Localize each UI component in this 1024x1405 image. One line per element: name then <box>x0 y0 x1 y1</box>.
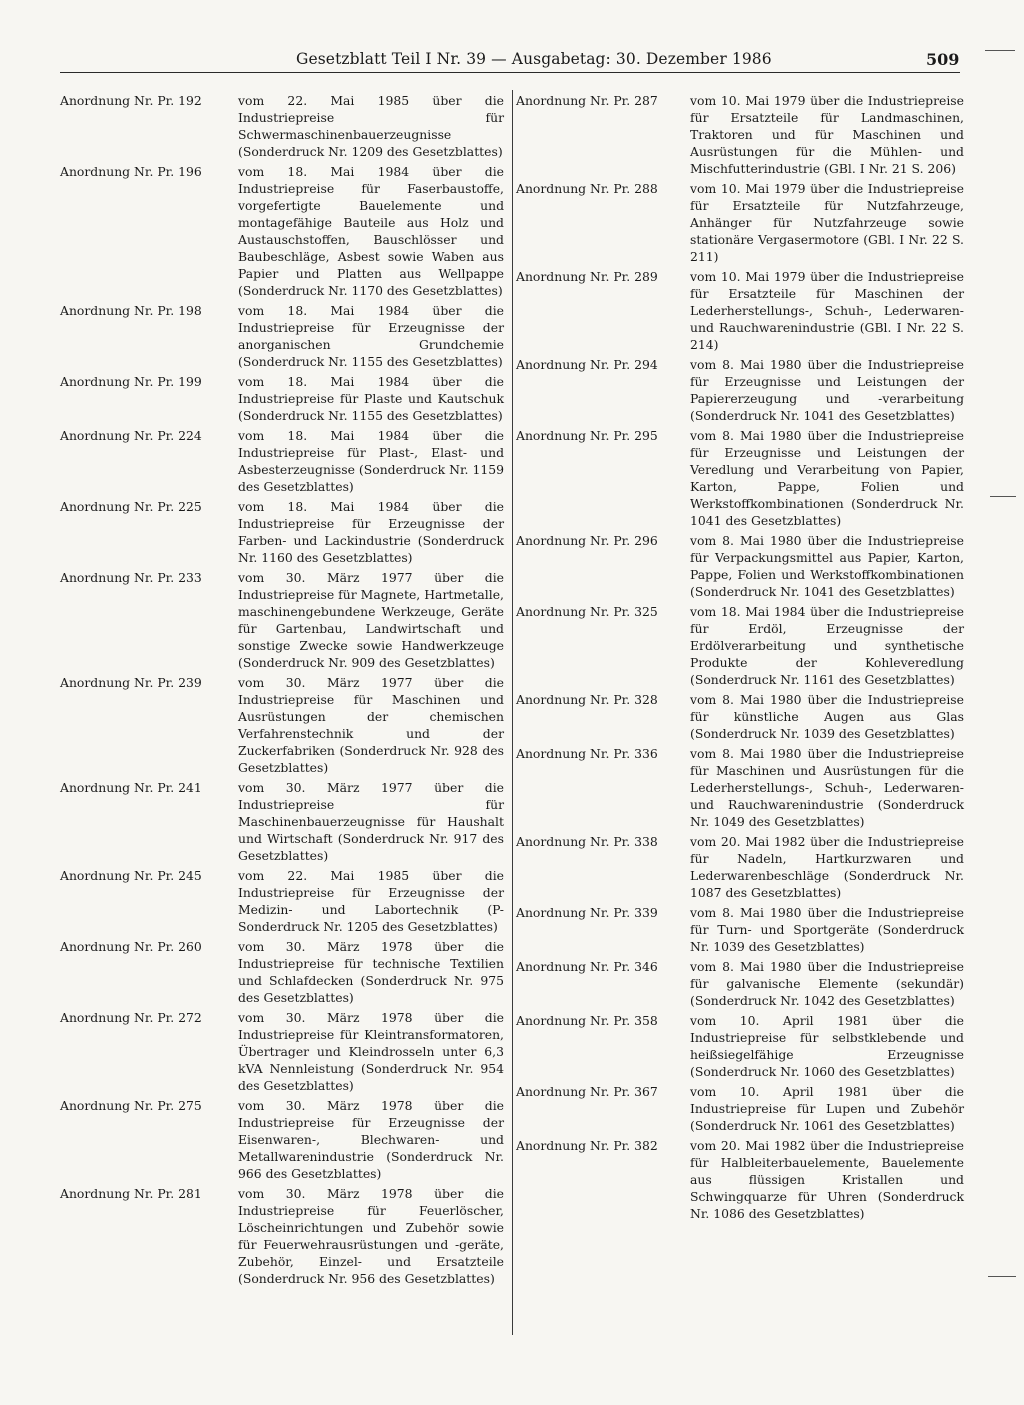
list-item <box>60 1185 504 1287</box>
ordinance-label: Anordnung Nr. Pr. 288 <box>516 181 658 196</box>
list-item <box>516 958 964 1009</box>
ordinance-label: Anordnung Nr. Pr. 287 <box>516 93 658 108</box>
list-item <box>516 427 964 529</box>
margin-mark <box>990 496 1016 497</box>
ordinance-text: vom 30. März 1978 über die Industriepreise für Feuerlöscher, Löscheinrichtungen und Zubehör sowie für Feuerwehrausrüstungen und -geräte, Zubehör, Einzel- und Ersatzteile (Sonderdruck Nr. 956 des Gesetzblattes) <box>238 1186 504 1286</box>
ordinance-label: Anordnung Nr. Pr. 295 <box>516 428 658 443</box>
ordinance-text: vom 10. April 1981 über die Industriepreise für Lupen und Zubehör (Sonderdruck Nr. 1061 des Gesetzblattes) <box>690 1084 964 1133</box>
ordinance-text: vom 18. Mai 1984 über die Industriepreise für Erdöl, Erzeugnisse der Erdölverarbeitung und synthetische Produkte der Kohleveredlung (Sonderdruck Nr. 1161 des Gesetzblattes) <box>690 604 964 687</box>
list-item <box>60 779 504 864</box>
list-item <box>516 1137 964 1222</box>
ordinance-text: vom 18. Mai 1984 über die Industriepreise für Faserbaustoffe, vorgefertigte Bauelemente und montagefähige Bauteile aus Holz und Austauschstoffen, Bauschlösser und Baubeschläge, Asbest sowie Waben aus Papier und Platten aus Wellpappe (Sonderdruck Nr. 1170 des Gesetzblattes) <box>238 164 504 298</box>
margin-mark <box>985 50 1015 51</box>
ordinance-label: Anordnung Nr. Pr. 346 <box>516 959 658 974</box>
ordinance-label: Anordnung Nr. Pr. 281 <box>60 1186 202 1201</box>
ordinance-label: Anordnung Nr. Pr. 339 <box>516 905 658 920</box>
ordinance-label: Anordnung Nr. Pr. 336 <box>516 746 658 761</box>
ordinance-text: vom 8. Mai 1980 über die Industriepreise für künstliche Augen aus Glas (Sonderdruck Nr. 1039 des Gesetzblattes) <box>690 692 964 741</box>
ordinance-text: vom 10. Mai 1979 über die Industriepreise für Ersatzteile für Landmaschinen, Traktoren und für Maschinen und Ausrüstungen für die Mühlen- und Mischfutterindustrie (GBl. I Nr. 21 S. 206) <box>690 93 964 176</box>
ordinance-text: vom 30. März 1977 über die Industriepreise für Maschinen und Ausrüstungen der chemischen Verfahrenstechnik und der Zuckerfabriken (Sonderdruck Nr. 928 des Gesetzblattes) <box>238 675 504 775</box>
ordinance-text: vom 22. Mai 1985 über die Industriepreise für Erzeugnisse der Medizin- und Labortechnik (P-Sonderdruck Nr. 1205 des Gesetzblattes) <box>238 868 504 934</box>
ordinance-label: Anordnung Nr. Pr. 289 <box>516 269 658 284</box>
list-item <box>516 1083 964 1134</box>
ordinance-label: Anordnung Nr. Pr. 382 <box>516 1138 658 1153</box>
list-item <box>516 1012 964 1080</box>
column-divider <box>512 90 513 1335</box>
ordinance-label: Anordnung Nr. Pr. 241 <box>60 780 202 795</box>
ordinance-text: vom 10. Mai 1979 über die Industriepreise für Ersatzteile für Maschinen der Lederherstellungs-, Schuh-, Lederwaren- und Rauchwarenindustrie (GBl. I Nr. 22 S. 214) <box>690 269 964 352</box>
ordinance-text: vom 8. Mai 1980 über die Industriepreise für Erzeugnisse und Leistungen der Veredlung und Verarbeitung von Papier, Karton, Pappe, Folien und Werkstoffkombinationen (Sonderdruck Nr. 1041 des Gesetzblattes) <box>690 428 964 528</box>
ordinance-label: Anordnung Nr. Pr. 358 <box>516 1013 658 1028</box>
list-item <box>60 302 504 370</box>
list-item <box>60 674 504 776</box>
list-item <box>60 569 504 671</box>
ordinance-text: vom 8. Mai 1980 über die Industriepreise für Erzeugnisse und Leistungen der Papiererzeugung und -verarbeitung (Sonderdruck Nr. 1041 des Gesetzblattes) <box>690 357 964 423</box>
ordinance-text: vom 10. Mai 1979 über die Industriepreise für Ersatzteile für Nutzfahrzeuge, Anhänger für Nutzfahrzeuge sowie stationäre Vergasermotore (GBl. I Nr. 22 S. 211) <box>690 181 964 264</box>
list-item <box>516 532 964 600</box>
list-item <box>60 92 504 160</box>
list-item <box>60 938 504 1006</box>
ordinance-text: vom 8. Mai 1980 über die Industriepreise für Verpackungsmittel aus Papier, Karton, Pappe, Folien und Werkstoffkombinationen (Sonderdruck Nr. 1041 des Gesetzblattes) <box>690 533 964 599</box>
list-item <box>516 904 964 955</box>
list-item <box>60 373 504 424</box>
list-item <box>60 1097 504 1182</box>
ordinance-text: vom 8. Mai 1980 über die Industriepreise für Maschinen und Ausrüstungen für die Lederherstellungs-, Schuh-, Lederwaren- und Rauchwarenindustrie (Sonderdruck Nr. 1049 des Gesetzblattes) <box>690 746 964 829</box>
ordinance-label: Anordnung Nr. Pr. 367 <box>516 1084 658 1099</box>
margin-mark <box>988 1276 1016 1277</box>
ordinance-label: Anordnung Nr. Pr. 325 <box>516 604 658 619</box>
ordinance-text: vom 30. März 1978 über die Industriepreise für Kleintransformatoren, Übertrager und Kleindrosseln unter 6,3 kVA Nennleistung (Sonderdruck Nr. 954 des Gesetzblattes) <box>238 1010 504 1093</box>
ordinance-label: Anordnung Nr. Pr. 225 <box>60 499 202 514</box>
ordinance-label: Anordnung Nr. Pr. 198 <box>60 303 202 318</box>
ordinance-label: Anordnung Nr. Pr. 245 <box>60 868 202 883</box>
ordinance-label: Anordnung Nr. Pr. 196 <box>60 164 202 179</box>
ordinance-label: Anordnung Nr. Pr. 192 <box>60 93 202 108</box>
ordinance-label: Anordnung Nr. Pr. 294 <box>516 357 658 372</box>
header-rule <box>60 72 960 73</box>
list-item <box>516 356 964 424</box>
list-item <box>60 163 504 299</box>
list-item <box>60 867 504 935</box>
list-item <box>516 833 964 901</box>
list-item <box>516 603 964 688</box>
ordinance-text: vom 30. März 1978 über die Industriepreise für technische Textilien und Schlafdecken (Sonderdruck Nr. 975 des Gesetzblattes) <box>238 939 504 1005</box>
ordinance-text: vom 10. April 1981 über die Industriepreise für selbstklebende und heißsiegelfähige Erzeugnisse (Sonderdruck Nr. 1060 des Gesetzblattes) <box>690 1013 964 1079</box>
ordinance-label: Anordnung Nr. Pr. 224 <box>60 428 202 443</box>
ordinance-text: vom 18. Mai 1984 über die Industriepreise für Plaste und Kautschuk (Sonderdruck Nr. 1155 des Gesetzblattes) <box>238 374 504 423</box>
ordinance-text: vom 22. Mai 1985 über die Industriepreise für Schwermaschinenbauerzeugnisse (Sonderdruck Nr. 1209 des Gesetzblattes) <box>238 93 504 159</box>
ordinance-text: vom 30. März 1977 über die Industriepreise für Magnete, Hartmetalle, maschinengebundene Werkzeuge, Geräte für Gartenbau, Landwirtschaft und sonstige Zwecke sowie Handwerkzeuge (Sonderdruck Nr. 909 des Gesetzblattes) <box>238 570 504 670</box>
list-item <box>516 180 964 265</box>
ordinance-text: vom 30. März 1978 über die Industriepreise für Erzeugnisse der Eisenwaren-, Blechwaren- und Metallwarenindustrie (Sonderdruck Nr. 966 des Gesetzblattes) <box>238 1098 504 1181</box>
ordinance-label: Anordnung Nr. Pr. 233 <box>60 570 202 585</box>
ordinance-label: Anordnung Nr. Pr. 275 <box>60 1098 202 1113</box>
list-item <box>60 1009 504 1094</box>
list-item <box>60 427 504 495</box>
list-item <box>516 745 964 830</box>
header-title: Gesetzblatt Teil I Nr. 39 — Ausgabetag: 30. Dezember 1986 <box>296 50 772 68</box>
ordinance-label: Anordnung Nr. Pr. 260 <box>60 939 202 954</box>
left-column <box>60 92 504 1290</box>
ordinance-label: Anordnung Nr. Pr. 239 <box>60 675 202 690</box>
ordinance-label: Anordnung Nr. Pr. 328 <box>516 692 658 707</box>
list-item <box>60 498 504 566</box>
ordinance-label: Anordnung Nr. Pr. 338 <box>516 834 658 849</box>
ordinance-text: vom 20. Mai 1982 über die Industriepreise für Nadeln, Hartkurzwaren und Lederwarenbeschläge (Sonderdruck Nr. 1087 des Gesetzblattes) <box>690 834 964 900</box>
ordinance-text: vom 18. Mai 1984 über die Industriepreise für Erzeugnisse der Farben- und Lackindustrie (Sonderdruck Nr. 1160 des Gesetzblattes) <box>238 499 504 565</box>
ordinance-text: vom 30. März 1977 über die Industriepreise für Maschinenbauerzeugnisse für Haushalt und Wirtschaft (Sonderdruck Nr. 917 des Gesetzblattes) <box>238 780 504 863</box>
list-item <box>516 268 964 353</box>
ordinance-label: Anordnung Nr. Pr. 296 <box>516 533 658 548</box>
list-item <box>516 92 964 177</box>
ordinance-text: vom 8. Mai 1980 über die Industriepreise für galvanische Elemente (sekundär) (Sonderdruck Nr. 1042 des Gesetzblattes) <box>690 959 964 1008</box>
ordinance-text: vom 18. Mai 1984 über die Industriepreise für Erzeugnisse der anorganischen Grundchemie (Sonderdruck Nr. 1155 des Gesetzblattes) <box>238 303 504 369</box>
page-number: 509 <box>926 50 960 69</box>
page-header <box>0 50 1024 74</box>
ordinance-label: Anordnung Nr. Pr. 272 <box>60 1010 202 1025</box>
right-column <box>516 92 964 1225</box>
list-item <box>516 691 964 742</box>
ordinance-text: vom 20. Mai 1982 über die Industriepreise für Halbleiterbauelemente, Bauelemente aus flüssigen Kristallen und Schwingquarze für Uhren (Sonderdruck Nr. 1086 des Gesetzblattes) <box>690 1138 964 1221</box>
ordinance-label: Anordnung Nr. Pr. 199 <box>60 374 202 389</box>
ordinance-text: vom 18. Mai 1984 über die Industriepreise für Plast-, Elast- und Asbesterzeugnisse (Sonderdruck Nr. 1159 des Gesetzblattes) <box>238 428 504 494</box>
ordinance-text: vom 8. Mai 1980 über die Industriepreise für Turn- und Sportgeräte (Sonderdruck Nr. 1039 des Gesetzblattes) <box>690 905 964 954</box>
